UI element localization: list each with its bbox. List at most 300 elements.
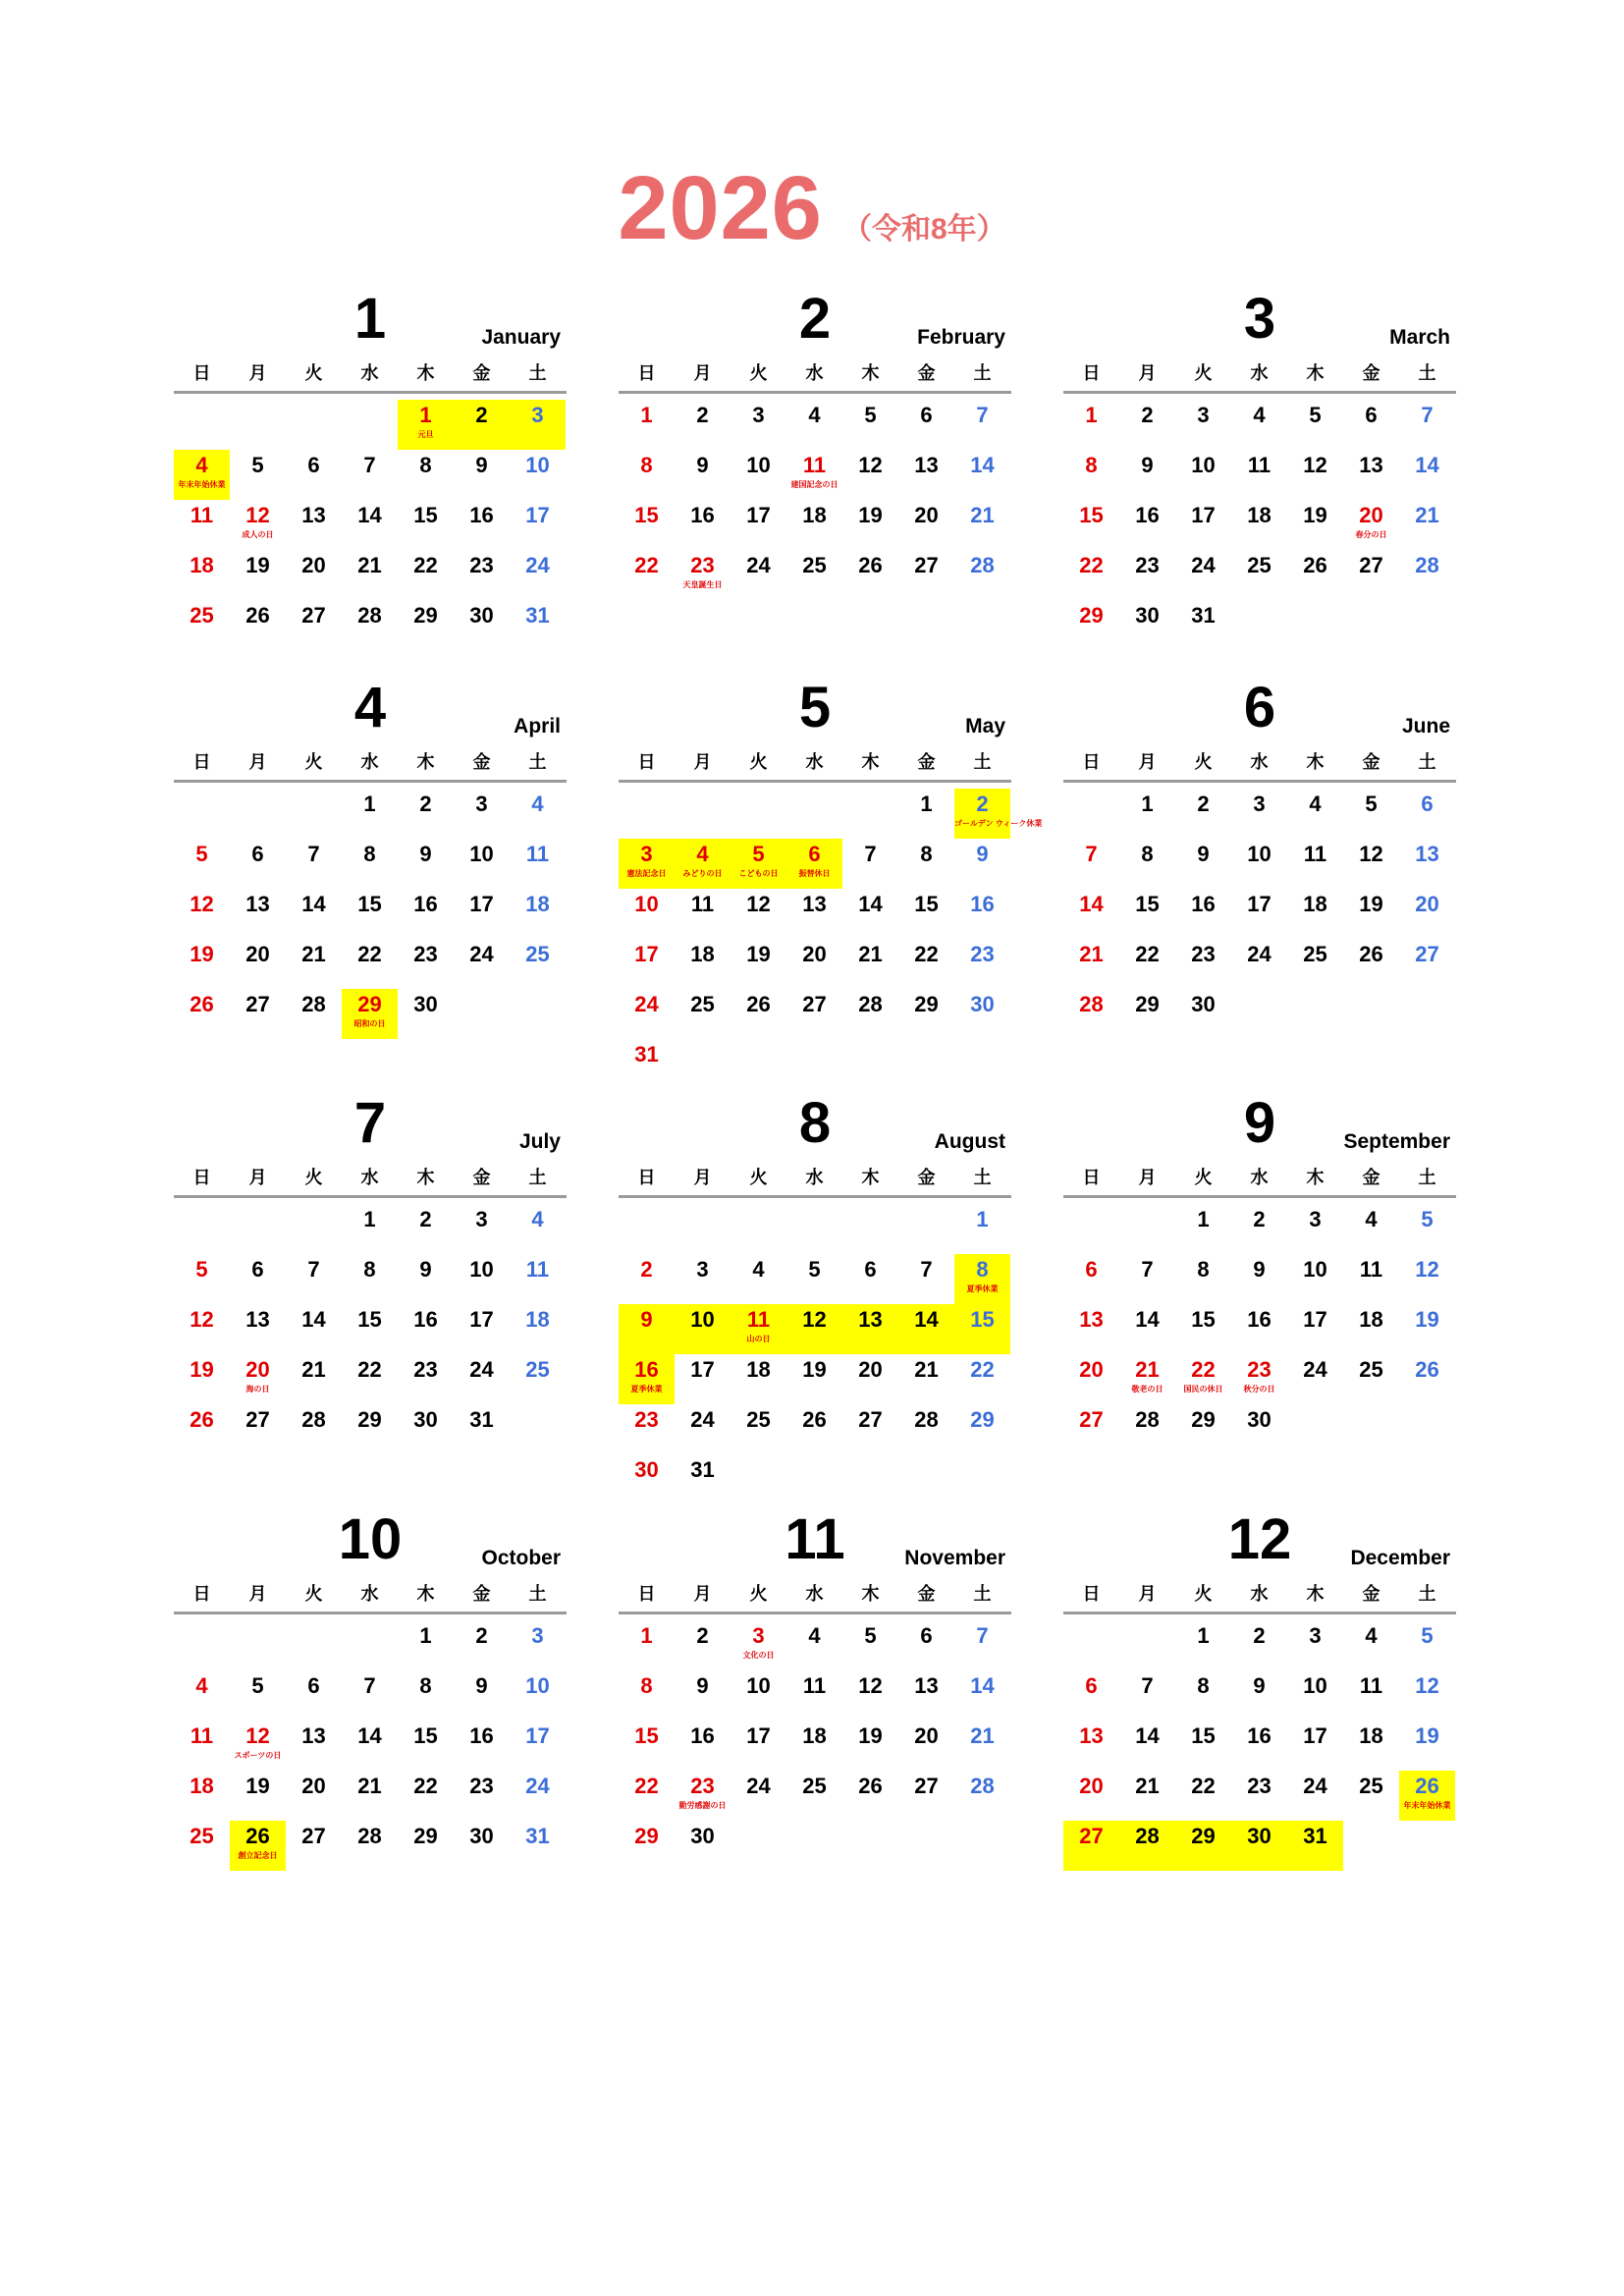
- weekday-label: 土: [1418, 1168, 1436, 1187]
- holiday-label: 敬老の日: [1131, 1385, 1164, 1394]
- day-cell: [398, 1304, 454, 1354]
- day-grid: [619, 1204, 1011, 1504]
- day-cell: [1231, 1404, 1287, 1454]
- day-number: 20: [1359, 503, 1383, 527]
- day-number: 14: [301, 1307, 326, 1332]
- month-block: [174, 1089, 567, 1472]
- calendar-title: [0, 157, 1624, 260]
- day-number: 26: [858, 1774, 883, 1798]
- day-cell: [1175, 500, 1231, 550]
- day-cell: [510, 789, 566, 839]
- day-number: 23: [469, 553, 494, 577]
- day-cell: [619, 1771, 675, 1821]
- day-cell: [786, 889, 842, 939]
- day-number: 13: [1079, 1723, 1104, 1748]
- day-number: 24: [1191, 553, 1216, 577]
- day-cell: [786, 450, 842, 500]
- day-number: 16: [469, 1723, 494, 1748]
- day-cell: [174, 600, 230, 650]
- day-number: 7: [1141, 1257, 1154, 1282]
- day-number: 1: [640, 1623, 653, 1648]
- day-number: 6: [1421, 792, 1434, 816]
- month-name: December: [1350, 1547, 1450, 1569]
- day-cell: [1231, 939, 1287, 989]
- day-number: 3: [1309, 1623, 1322, 1648]
- day-cell: [174, 1404, 230, 1454]
- day-cell: [675, 1454, 731, 1504]
- day-number: 15: [1191, 1307, 1216, 1332]
- day-number: 26: [1359, 942, 1383, 966]
- holiday-label: スポーツの日: [234, 1751, 282, 1760]
- weekday-label: 月: [1138, 752, 1157, 772]
- day-number: 2: [696, 1623, 709, 1648]
- day-number: 6: [864, 1257, 877, 1282]
- day-cell: [342, 889, 398, 939]
- day-cell: [619, 939, 675, 989]
- day-number: 31: [690, 1457, 715, 1482]
- day-number: 8: [1197, 1673, 1210, 1698]
- day-number: 31: [1303, 1824, 1327, 1848]
- day-number: 25: [802, 553, 827, 577]
- weekday-header: [619, 354, 1011, 394]
- weekday-label: 月: [693, 1168, 712, 1187]
- month-number: 10: [338, 1507, 403, 1571]
- day-cell: [398, 500, 454, 550]
- day-cell: [954, 1670, 1010, 1721]
- month-number: 7: [353, 1091, 387, 1155]
- day-cell: [731, 1771, 786, 1821]
- day-number: 22: [1191, 1357, 1216, 1382]
- day-number: 5: [808, 1257, 821, 1282]
- day-cell: [1175, 1404, 1231, 1454]
- day-cell: [954, 1404, 1010, 1454]
- day-number: 12: [189, 1307, 214, 1332]
- day-number: 9: [1253, 1673, 1266, 1698]
- month-number: 8: [798, 1091, 832, 1155]
- day-cell: [898, 450, 954, 500]
- weekday-label: 日: [192, 1584, 211, 1604]
- day-number: 7: [363, 453, 376, 477]
- day-number: 4: [696, 842, 709, 866]
- day-cell: [510, 1204, 566, 1254]
- day-cell: [1175, 1254, 1231, 1304]
- day-number: 3: [696, 1257, 709, 1282]
- month-number: 11: [785, 1507, 845, 1571]
- day-number: 22: [634, 553, 659, 577]
- day-number: 15: [970, 1307, 995, 1332]
- day-cell: [510, 939, 566, 989]
- day-number: 21: [301, 1357, 326, 1382]
- day-cell: [1175, 839, 1231, 889]
- day-number: 13: [858, 1307, 883, 1332]
- day-cell: [286, 1254, 342, 1304]
- day-cell: [842, 1670, 898, 1721]
- day-number: 4: [808, 1623, 821, 1648]
- day-grid: [174, 400, 567, 650]
- day-cell: [675, 450, 731, 500]
- day-cell: [1063, 600, 1119, 650]
- day-cell: [619, 450, 675, 500]
- empty-cell: [1063, 1620, 1119, 1670]
- day-number: 13: [1415, 842, 1439, 866]
- day-number: 5: [195, 842, 208, 866]
- day-number: 8: [640, 1673, 653, 1698]
- empty-cell: [286, 789, 342, 839]
- day-number: 19: [746, 942, 771, 966]
- day-cell: [1119, 1254, 1175, 1304]
- day-number: 6: [251, 1257, 264, 1282]
- day-cell: [619, 1620, 675, 1670]
- day-number: 2: [419, 1207, 432, 1231]
- month-name: April: [514, 715, 561, 738]
- day-grid: [1063, 1620, 1456, 1871]
- day-number: 25: [1303, 942, 1327, 966]
- day-number: 22: [413, 553, 438, 577]
- day-number: 2: [1253, 1207, 1266, 1231]
- empty-cell: [786, 789, 842, 839]
- day-number: 25: [690, 992, 715, 1016]
- day-cell: [1231, 1304, 1287, 1354]
- day-cell: [510, 1670, 566, 1721]
- day-cell: [1343, 1304, 1399, 1354]
- day-cell: [731, 1620, 786, 1670]
- day-cell: [398, 1404, 454, 1454]
- day-number: 17: [469, 892, 494, 916]
- day-cell: [1175, 789, 1231, 839]
- day-cell: [174, 550, 230, 600]
- weekday-label: 金: [1362, 363, 1380, 383]
- day-number: 2: [640, 1257, 653, 1282]
- day-number: 4: [1365, 1623, 1378, 1648]
- empty-cell: [675, 1204, 731, 1254]
- day-cell: [1343, 1354, 1399, 1404]
- day-cell: [1119, 989, 1175, 1039]
- day-number: 18: [802, 1723, 827, 1748]
- day-cell: [1399, 789, 1455, 839]
- day-number: 31: [525, 603, 550, 628]
- day-number: 28: [301, 1407, 326, 1432]
- day-number: 5: [251, 1673, 264, 1698]
- day-number: 16: [469, 503, 494, 527]
- weekday-label: 木: [1306, 363, 1325, 383]
- day-number: 4: [531, 792, 544, 816]
- month-header: [1063, 674, 1456, 742]
- weekday-label: 月: [248, 752, 267, 772]
- day-cell: [454, 939, 510, 989]
- weekday-header: [619, 742, 1011, 783]
- day-cell: [342, 1771, 398, 1821]
- day-number: 10: [525, 1673, 550, 1698]
- day-number: 2: [419, 792, 432, 816]
- day-cell: [1063, 450, 1119, 500]
- month-number: 2: [798, 287, 832, 351]
- weekday-label: 月: [693, 1584, 712, 1604]
- day-cell: [230, 500, 286, 550]
- weekday-label: 日: [637, 752, 656, 772]
- day-cell: [454, 1670, 510, 1721]
- day-number: 26: [746, 992, 771, 1016]
- month-name: October: [481, 1547, 561, 1569]
- day-number: 19: [858, 1723, 883, 1748]
- day-cell: [619, 1254, 675, 1304]
- day-number: 2: [1253, 1623, 1266, 1648]
- day-cell: [230, 989, 286, 1039]
- day-number: 25: [525, 1357, 550, 1382]
- day-number: 23: [690, 1774, 715, 1798]
- day-cell: [510, 889, 566, 939]
- day-number: 19: [1359, 892, 1383, 916]
- day-cell: [1231, 1254, 1287, 1304]
- day-number: 25: [189, 603, 214, 628]
- month-header: [619, 285, 1011, 354]
- day-cell: [1119, 1304, 1175, 1354]
- day-number: 16: [1191, 892, 1216, 916]
- day-number: 5: [1421, 1623, 1434, 1648]
- day-cell: [1343, 400, 1399, 450]
- day-grid: [1063, 1204, 1456, 1454]
- day-number: 15: [1191, 1723, 1216, 1748]
- day-number: 30: [413, 992, 438, 1016]
- day-number: 9: [475, 453, 488, 477]
- day-number: 24: [525, 553, 550, 577]
- day-number: 27: [1079, 1824, 1104, 1848]
- day-number: 10: [525, 453, 550, 477]
- day-cell: [954, 1721, 1010, 1771]
- day-number: 13: [245, 892, 270, 916]
- day-cell: [342, 939, 398, 989]
- day-cell: [174, 1771, 230, 1821]
- month-block: [619, 1505, 1011, 1888]
- day-number: 10: [1303, 1673, 1327, 1698]
- day-number: 3: [1253, 792, 1266, 816]
- day-cell: [1119, 789, 1175, 839]
- day-number: 28: [970, 553, 995, 577]
- day-cell: [1119, 1771, 1175, 1821]
- day-number: 24: [1303, 1357, 1327, 1382]
- day-cell: [1399, 1721, 1455, 1771]
- weekday-label: 土: [528, 1168, 547, 1187]
- day-number: 6: [920, 403, 933, 427]
- day-number: 14: [914, 1307, 939, 1332]
- day-number: 31: [634, 1042, 659, 1066]
- day-cell: [1119, 1670, 1175, 1721]
- day-number: 7: [307, 1257, 320, 1282]
- day-cell: [1231, 1620, 1287, 1670]
- day-cell: [1399, 1620, 1455, 1670]
- day-cell: [898, 1304, 954, 1354]
- month-header: [174, 285, 567, 354]
- day-cell: [510, 1771, 566, 1821]
- day-number: 11: [1359, 1673, 1383, 1698]
- day-number: 20: [1079, 1774, 1104, 1798]
- day-cell: [619, 400, 675, 450]
- day-cell: [342, 550, 398, 600]
- day-number: 26: [802, 1407, 827, 1432]
- day-cell: [510, 1821, 566, 1871]
- weekday-label: 木: [416, 1168, 435, 1187]
- day-number: 11: [1359, 1257, 1383, 1282]
- day-cell: [786, 989, 842, 1039]
- weekday-header: [174, 1574, 567, 1614]
- day-cell: [1063, 1304, 1119, 1354]
- day-number: 29: [413, 1824, 438, 1848]
- day-number: 18: [1359, 1723, 1383, 1748]
- weekday-label: 土: [1418, 752, 1436, 772]
- day-cell: [898, 1404, 954, 1454]
- empty-cell: [1119, 1204, 1175, 1254]
- day-cell: [1175, 550, 1231, 600]
- day-cell: [230, 1771, 286, 1821]
- day-number: 14: [1079, 892, 1104, 916]
- note-label: 創立記念日: [238, 1851, 278, 1860]
- day-grid: [619, 400, 1011, 600]
- day-number: 17: [1247, 892, 1272, 916]
- weekday-label: 火: [1194, 363, 1213, 383]
- day-number: 18: [525, 1307, 550, 1332]
- weekday-label: 月: [1138, 1584, 1157, 1604]
- day-number: 10: [1247, 842, 1272, 866]
- note-label: 夏季休業: [966, 1285, 999, 1293]
- day-number: 15: [914, 892, 939, 916]
- day-cell: [898, 500, 954, 550]
- day-cell: [898, 1254, 954, 1304]
- day-cell: [1119, 1721, 1175, 1771]
- empty-cell: [286, 400, 342, 450]
- holiday-label: 建国記念の日: [790, 480, 839, 489]
- day-cell: [174, 939, 230, 989]
- day-cell: [510, 1721, 566, 1771]
- day-number: 26: [245, 1824, 270, 1848]
- empty-cell: [675, 789, 731, 839]
- day-number: 7: [976, 1623, 989, 1648]
- weekday-label: 土: [1418, 363, 1436, 383]
- day-cell: [1063, 989, 1119, 1039]
- day-cell: [230, 889, 286, 939]
- day-cell: [842, 1771, 898, 1821]
- day-cell: [454, 550, 510, 600]
- day-cell: [675, 1254, 731, 1304]
- day-cell: [898, 839, 954, 889]
- day-cell: [1287, 939, 1343, 989]
- day-number: 2: [475, 403, 488, 427]
- day-number: 30: [1191, 992, 1216, 1016]
- day-number: 27: [1359, 553, 1383, 577]
- day-cell: [230, 1354, 286, 1404]
- day-number: 14: [357, 503, 382, 527]
- day-number: 6: [808, 842, 821, 866]
- month-block: [174, 285, 567, 668]
- day-cell: [898, 789, 954, 839]
- holiday-label: 春分の日: [1355, 530, 1387, 539]
- month-header: [619, 1089, 1011, 1158]
- day-cell: [1063, 1404, 1119, 1454]
- day-cell: [1399, 839, 1455, 889]
- day-cell: [954, 500, 1010, 550]
- day-cell: [286, 889, 342, 939]
- day-number: 14: [1135, 1307, 1160, 1332]
- weekday-header: [1063, 742, 1456, 783]
- holiday-label: みどりの日: [682, 869, 723, 878]
- day-cell: [454, 889, 510, 939]
- day-number: 24: [634, 992, 659, 1016]
- day-number: 24: [469, 942, 494, 966]
- weekday-label: 水: [805, 363, 824, 383]
- day-cell: [786, 550, 842, 600]
- day-cell: [1287, 1620, 1343, 1670]
- empty-cell: [230, 789, 286, 839]
- day-cell: [1231, 839, 1287, 889]
- month-name: August: [934, 1130, 1005, 1153]
- weekday-label: 月: [693, 363, 712, 383]
- day-grid: [619, 1620, 1011, 1871]
- day-number: 24: [690, 1407, 715, 1432]
- day-number: 20: [914, 1723, 939, 1748]
- day-number: 6: [1085, 1673, 1098, 1698]
- day-number: 17: [690, 1357, 715, 1382]
- day-cell: [286, 1404, 342, 1454]
- day-number: 1: [1197, 1207, 1210, 1231]
- day-cell: [842, 1304, 898, 1354]
- day-cell: [675, 1404, 731, 1454]
- day-number: 9: [1253, 1257, 1266, 1282]
- day-number: 17: [1191, 503, 1216, 527]
- day-cell: [230, 1721, 286, 1771]
- day-cell: [342, 1354, 398, 1404]
- day-cell: [286, 450, 342, 500]
- day-grid: [1063, 400, 1456, 650]
- day-cell: [1119, 550, 1175, 600]
- month-header: [174, 674, 567, 742]
- day-number: 2: [696, 403, 709, 427]
- day-number: 19: [1415, 1307, 1439, 1332]
- day-cell: [898, 400, 954, 450]
- day-cell: [230, 1304, 286, 1354]
- weekday-header: [1063, 1158, 1456, 1198]
- day-cell: [675, 1670, 731, 1721]
- day-number: 23: [634, 1407, 659, 1432]
- day-number: 4: [752, 1257, 765, 1282]
- month-block: [1063, 1505, 1456, 1888]
- day-number: 20: [245, 942, 270, 966]
- month-block: [174, 1505, 567, 1888]
- day-cell: [398, 1354, 454, 1404]
- day-cell: [1119, 1404, 1175, 1454]
- day-number: 20: [301, 553, 326, 577]
- day-cell: [1287, 839, 1343, 889]
- day-cell: [510, 1354, 566, 1404]
- day-cell: [1175, 1354, 1231, 1404]
- day-number: 25: [802, 1774, 827, 1798]
- day-number: 22: [1135, 942, 1160, 966]
- day-number: 23: [1191, 942, 1216, 966]
- weekday-label: 土: [973, 1168, 992, 1187]
- day-cell: [731, 450, 786, 500]
- empty-cell: [842, 1204, 898, 1254]
- weekday-label: 木: [861, 752, 880, 772]
- day-cell: [1175, 1721, 1231, 1771]
- day-cell: [675, 1304, 731, 1354]
- day-number: 2: [1197, 792, 1210, 816]
- weekday-label: 水: [805, 1584, 824, 1604]
- day-cell: [898, 989, 954, 1039]
- day-number: 29: [1135, 992, 1160, 1016]
- day-cell: [675, 889, 731, 939]
- day-cell: [786, 1771, 842, 1821]
- weekday-label: 木: [416, 752, 435, 772]
- day-number: 12: [245, 503, 270, 527]
- day-number: 12: [802, 1307, 827, 1332]
- weekday-label: 金: [917, 1584, 936, 1604]
